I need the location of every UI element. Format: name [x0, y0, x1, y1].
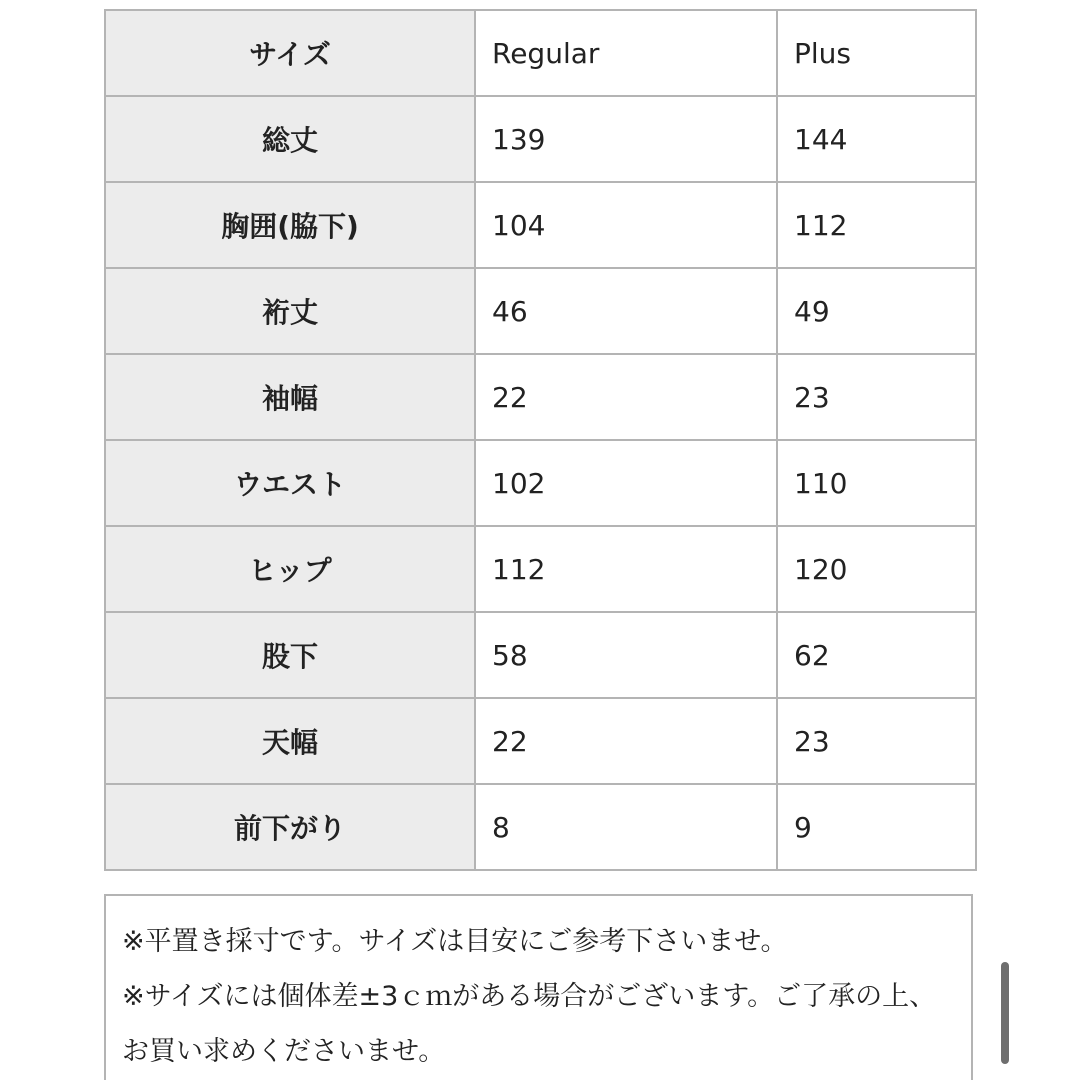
row-label: 総丈 — [105, 96, 475, 182]
table-row — [105, 698, 976, 784]
table-row — [105, 526, 976, 612]
size-table — [104, 9, 977, 871]
table-row — [105, 354, 976, 440]
table-row — [105, 96, 976, 182]
row-label: 袖幅 — [105, 354, 475, 440]
row-regular-value: 112 — [475, 526, 777, 612]
header-plus: Plus — [777, 10, 976, 96]
row-label: 前下がり — [105, 784, 475, 870]
row-plus-value: 23 — [777, 354, 976, 440]
row-regular-value: 8 — [475, 784, 777, 870]
row-plus-value: 49 — [777, 268, 976, 354]
row-plus-value: 110 — [777, 440, 976, 526]
row-regular-value: 46 — [475, 268, 777, 354]
row-label: 天幅 — [105, 698, 475, 784]
row-regular-value: 104 — [475, 182, 777, 268]
row-regular-value: 22 — [475, 698, 777, 784]
header-size-label: サイズ — [105, 10, 475, 96]
row-regular-value: 22 — [475, 354, 777, 440]
row-regular-value: 139 — [475, 96, 777, 182]
table-header-row — [105, 10, 976, 96]
row-plus-value: 120 — [777, 526, 976, 612]
scrollbar-thumb[interactable] — [1001, 962, 1009, 1064]
row-label: ヒップ — [105, 526, 475, 612]
row-label: 股下 — [105, 612, 475, 698]
header-regular: Regular — [475, 10, 777, 96]
note-line-2: ※サイズには個体差±3ｃｍがある場合がございます。ご了承の上、お買い求めくださいませ。 — [122, 981, 937, 1067]
row-label: 裄丈 — [105, 268, 475, 354]
row-plus-value: 112 — [777, 182, 976, 268]
table-row — [105, 182, 976, 268]
row-label: ウエスト — [105, 440, 475, 526]
row-label: 胸囲(脇下) — [105, 182, 475, 268]
table-row — [105, 784, 976, 870]
table-row — [105, 612, 976, 698]
row-plus-value: 9 — [777, 784, 976, 870]
note-line-1: ※平置き採寸です。サイズは目安にご参考下さいませ。 — [122, 926, 788, 957]
notes-box — [104, 894, 973, 1080]
row-plus-value: 23 — [777, 698, 976, 784]
table-row — [105, 440, 976, 526]
row-regular-value: 58 — [475, 612, 777, 698]
row-plus-value: 62 — [777, 612, 976, 698]
row-regular-value: 102 — [475, 440, 777, 526]
row-plus-value: 144 — [777, 96, 976, 182]
table-row — [105, 268, 976, 354]
